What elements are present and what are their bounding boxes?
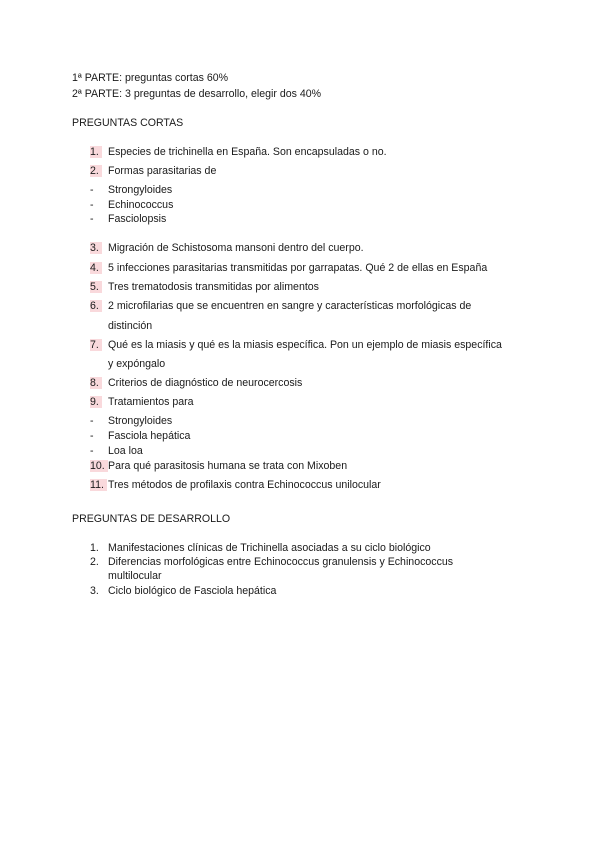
short-item-text: Migración de Schistosoma mansoni dentro del cuerpo. xyxy=(108,242,364,254)
short-item-text: 5 infecciones parasitarias transmitidas por garrapatas. Qué 2 de ellas en España xyxy=(108,262,488,274)
long-item-number: 1. xyxy=(90,542,99,554)
short-item-text: Tratamientos para xyxy=(108,396,194,408)
dash-bullet: - xyxy=(90,445,94,457)
short-item-text: 2 microfilarias que se encuentren en sangre y características morfológicas de xyxy=(108,300,472,312)
dash-bullet: - xyxy=(90,430,94,442)
short-item-number: 6. xyxy=(90,300,112,312)
short-item-number: 8. xyxy=(90,377,112,389)
short-item-number: 3. xyxy=(90,242,112,254)
long-item-text: Manifestaciones clínicas de Trichinella asociadas a su ciclo biológico xyxy=(108,542,431,554)
short-subitem: Strongyloides xyxy=(108,184,173,196)
short-item-text: Formas parasitarias de xyxy=(108,165,217,177)
short-section-title: PREGUNTAS CORTAS xyxy=(72,117,184,129)
header-line-1: 1ª PARTE: preguntas cortas 60% xyxy=(72,72,229,84)
short-item-number: 4. xyxy=(90,262,112,274)
short-item-number: 9. xyxy=(90,396,112,408)
short-item-continuation: y expóngalo xyxy=(108,358,166,370)
long-section-title: PREGUNTAS DE DESARROLLO xyxy=(72,513,231,525)
short-item-continuation: distinción xyxy=(108,320,153,332)
short-item-number: 2. xyxy=(90,165,112,177)
dash-bullet: - xyxy=(90,184,94,196)
short-item-text: Criterios de diagnóstico de neurocercosis xyxy=(108,377,303,389)
long-item-number: 3. xyxy=(90,585,99,597)
short-item-number: 5. xyxy=(90,281,112,293)
dash-bullet: - xyxy=(90,415,94,427)
short-subitem: Fasciolopsis xyxy=(108,213,167,225)
short-subitem: Echinococcus xyxy=(108,199,174,211)
short-item-text: Tres métodos de profilaxis contra Echinococcus unilocular xyxy=(108,479,381,491)
dash-bullet: - xyxy=(90,199,94,211)
short-item-text: Tres trematodosis transmitidas por alimentos xyxy=(108,281,319,293)
long-item-number: 2. xyxy=(90,556,99,568)
dash-bullet: - xyxy=(90,213,94,225)
short-item-number: 7. xyxy=(90,339,112,351)
long-item-text: Ciclo biológico de Fasciola hepática xyxy=(108,585,277,597)
short-item-number: 10. xyxy=(90,460,112,472)
short-item-number: 1. xyxy=(90,146,112,158)
header-line-2: 2ª PARTE: 3 preguntas de desarrollo, elegir dos 40% xyxy=(72,88,322,100)
short-item-text: Para qué parasitosis humana se trata con Mixoben xyxy=(108,460,348,472)
short-item-number: 11. xyxy=(90,479,112,491)
long-item-continuation: multilocular xyxy=(108,570,162,582)
short-subitem: Strongyloides xyxy=(108,415,173,427)
short-subitem: Fasciola hepática xyxy=(108,430,191,442)
short-item-text: Especies de trichinella en España. Son encapsuladas o no. xyxy=(108,146,387,158)
long-item-text: Diferencias morfológicas entre Echinococcus granulensis y Echinococcus xyxy=(108,556,454,568)
short-item-text: Qué es la miasis y qué es la miasis específica. Pon un ejemplo de miasis específica xyxy=(108,339,502,351)
short-subitem: Loa loa xyxy=(108,445,143,457)
